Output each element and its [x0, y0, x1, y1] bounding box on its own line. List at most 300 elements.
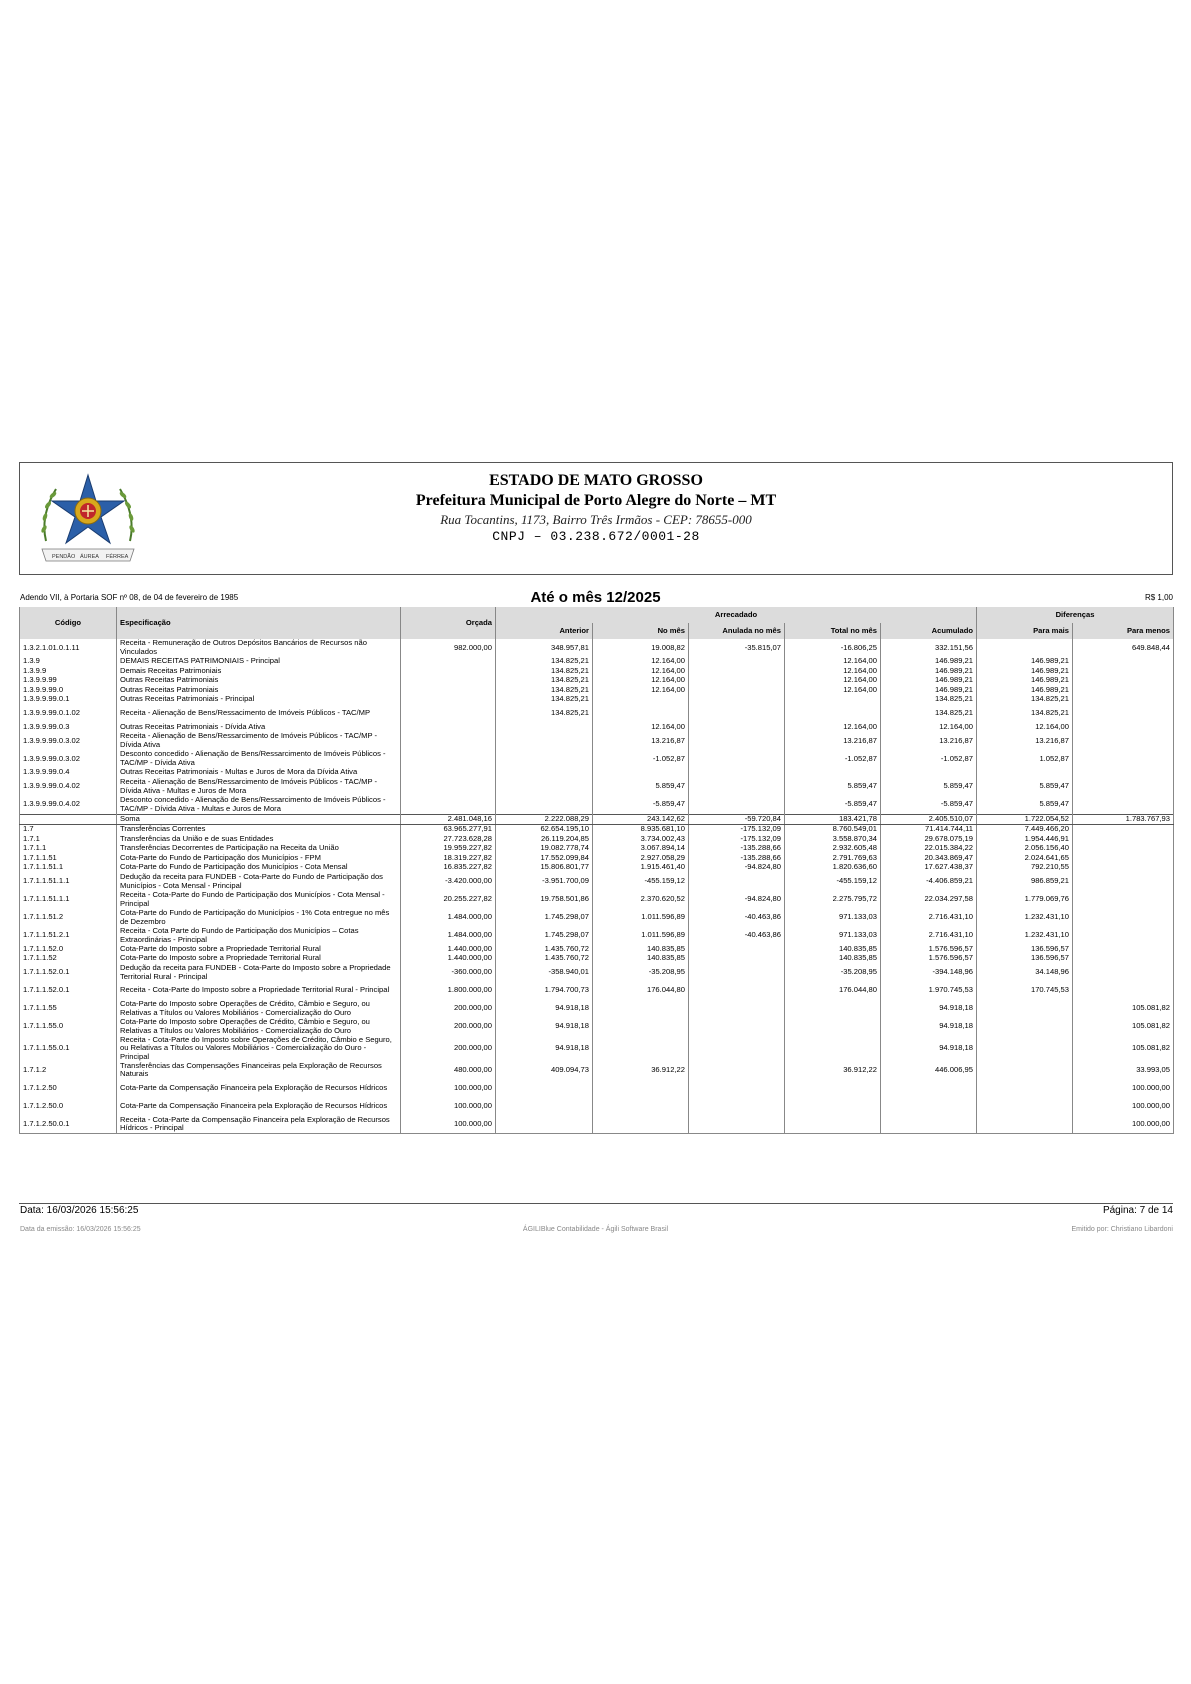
row-total-mes — [785, 1097, 881, 1115]
row-anulada: -40.463,86 — [689, 909, 785, 927]
row-orcada: 200.000,00 — [401, 1000, 496, 1018]
row-para-mais: 136.596,57 — [977, 945, 1073, 955]
row-orcada: 2.481.048,16 — [401, 814, 496, 825]
row-anterior: 15.806.801,77 — [496, 863, 593, 873]
row-no-mes: 3.734.002,43 — [593, 835, 689, 845]
row-anulada — [689, 732, 785, 750]
emitted-by: Emitido por: Christiano Libardoni — [1071, 1226, 1173, 1233]
row-para-menos: 100.000,00 — [1073, 1097, 1174, 1115]
row-para-menos — [1073, 695, 1174, 705]
row-spec: Demais Receitas Patrimoniais — [117, 667, 401, 677]
table-row — [20, 954, 1174, 964]
table-row — [20, 667, 1174, 677]
row-acumulado: 134.825,21 — [881, 705, 977, 723]
row-para-mais: 170.745,53 — [977, 982, 1073, 1000]
row-total-mes — [785, 1079, 881, 1097]
row-acumulado: 446.006,95 — [881, 1061, 977, 1079]
row-orcada: 100.000,00 — [401, 1097, 496, 1115]
row-code: 1.7.1.1 — [20, 844, 117, 854]
row-anulada: -94.824,80 — [689, 863, 785, 873]
row-orcada: 480.000,00 — [401, 1061, 496, 1079]
row-orcada — [401, 695, 496, 705]
row-anulada — [689, 750, 785, 768]
row-anulada — [689, 1115, 785, 1134]
row-acumulado: 22.034.297,58 — [881, 891, 977, 909]
row-code: 1.7.1.2.50 — [20, 1079, 117, 1097]
table-row — [20, 1018, 1174, 1036]
row-total-mes: 971.133,03 — [785, 909, 881, 927]
row-code: 1.7.1.1.51.1.1 — [20, 891, 117, 909]
row-anulada — [689, 686, 785, 696]
row-para-mais: 5.859,47 — [977, 778, 1073, 796]
col-anterior: Anterior — [496, 623, 593, 639]
row-orcada — [401, 723, 496, 733]
row-no-mes: 1.915.461,40 — [593, 863, 689, 873]
row-spec: Receita - Cota-Parte do Imposto sobre Operações de Crédito, Câmbio e Seguro, ou Relativas a Títulos ou Valores Mobiliários - Comercialização do Ouro - Principal — [117, 1036, 401, 1062]
row-code: 1.3.9.9.99.0.1 — [20, 695, 117, 705]
row-code: 1.3.9.9.99 — [20, 676, 117, 686]
table-row — [20, 1079, 1174, 1097]
row-anterior — [496, 768, 593, 778]
row-orcada: 63.965.277,91 — [401, 825, 496, 835]
row-para-menos — [1073, 778, 1174, 796]
row-anterior — [496, 1079, 593, 1097]
row-acumulado: 94.918,18 — [881, 1036, 977, 1062]
row-orcada: 1.800.000,00 — [401, 982, 496, 1000]
row-total-mes — [785, 1018, 881, 1036]
row-anterior: 94.918,18 — [496, 1036, 593, 1062]
row-no-mes: 12.164,00 — [593, 686, 689, 696]
row-total-mes — [785, 1115, 881, 1134]
row-para-menos — [1073, 854, 1174, 864]
table-row — [20, 873, 1174, 891]
legal-note: Adendo VII, à Portaria SOF nº 08, de 04 de fevereiro de 1985 — [20, 593, 239, 602]
row-para-menos — [1073, 732, 1174, 750]
row-anterior: 62.654.195,10 — [496, 825, 593, 835]
row-para-mais — [977, 1036, 1073, 1062]
row-code: 1.7.1.1.52.0.1 — [20, 982, 117, 1000]
table-row — [20, 676, 1174, 686]
table-row — [20, 1061, 1174, 1079]
row-code: 1.3.9.9.99.0.4 — [20, 768, 117, 778]
row-anterior: 94.918,18 — [496, 1018, 593, 1036]
col-group-diferencas: Diferenças — [977, 607, 1174, 623]
row-code: 1.7 — [20, 825, 117, 835]
table-row — [20, 750, 1174, 768]
row-acumulado: 1.970.745,53 — [881, 982, 977, 1000]
row-acumulado: 146.989,21 — [881, 686, 977, 696]
row-code: 1.3.9.9.99.0.4.02 — [20, 796, 117, 815]
page-number: Página: 7 de 14 — [1102, 1205, 1173, 1216]
row-para-mais: 1.052,87 — [977, 750, 1073, 768]
row-orcada — [401, 778, 496, 796]
row-code: 1.7.1.1.55.0.1 — [20, 1036, 117, 1062]
row-spec: Cota-Parte do Imposto sobre Operações de Crédito, Câmbio e Seguro, ou Relativas a Títulos ou Valores Mobiliários - Comercialização do Ouro — [117, 1000, 401, 1018]
row-total-mes — [785, 1000, 881, 1018]
row-anulada: -59.720,84 — [689, 814, 785, 825]
row-anterior: 134.825,21 — [496, 695, 593, 705]
row-code: 1.7.1.1.52.0 — [20, 945, 117, 955]
row-total-mes: -455.159,12 — [785, 873, 881, 891]
row-anulada — [689, 657, 785, 667]
row-orcada: 200.000,00 — [401, 1036, 496, 1062]
col-acumulado: Acumulado — [881, 623, 977, 639]
row-code: 1.3.9.9.99.0.3.02 — [20, 750, 117, 768]
row-orcada: 100.000,00 — [401, 1115, 496, 1134]
row-orcada: 982.000,00 — [401, 639, 496, 657]
row-orcada — [401, 750, 496, 768]
row-para-mais: 1.722.054,52 — [977, 814, 1073, 825]
row-no-mes: 5.859,47 — [593, 778, 689, 796]
row-code: 1.7.1.1.51.2 — [20, 909, 117, 927]
row-code: 1.7.1.1.55 — [20, 1000, 117, 1018]
row-code: 1.7.1.2.50.0.1 — [20, 1115, 117, 1134]
row-total-mes: 176.044,80 — [785, 982, 881, 1000]
row-spec: Outras Receitas Patrimoniais - Principal — [117, 695, 401, 705]
row-para-menos: 100.000,00 — [1073, 1079, 1174, 1097]
row-orcada: 1.484.000,00 — [401, 909, 496, 927]
row-spec: Receita - Cota-Parte do Imposto sobre a Propriedade Territorial Rural - Principal — [117, 982, 401, 1000]
row-code: 1.7.1.1.52 — [20, 954, 117, 964]
row-total-mes: 12.164,00 — [785, 657, 881, 667]
row-spec: Receita - Cota Parte do Fundo de Participação dos Municípios – Cotas Extraordinárias - Principal — [117, 927, 401, 945]
row-acumulado: 134.825,21 — [881, 695, 977, 705]
row-para-menos — [1073, 835, 1174, 845]
row-code — [20, 814, 117, 825]
row-spec: Cota-Parte do Imposto sobre a Propriedade Territorial Rural — [117, 945, 401, 955]
revenue-table — [19, 607, 1174, 1134]
row-orcada — [401, 667, 496, 677]
row-orcada: -3.420.000,00 — [401, 873, 496, 891]
row-anterior: 1.435.760,72 — [496, 954, 593, 964]
currency-unit: R$ 1,00 — [1144, 593, 1173, 602]
row-para-menos — [1073, 723, 1174, 733]
row-no-mes — [593, 1000, 689, 1018]
row-anulada — [689, 982, 785, 1000]
table-row — [20, 964, 1174, 982]
row-spec: Cota-Parte do Imposto sobre a Propriedade Territorial Rural — [117, 954, 401, 964]
row-no-mes: 1.011.596,89 — [593, 927, 689, 945]
table-row — [20, 863, 1174, 873]
col-para-menos: Para menos — [1073, 623, 1174, 639]
row-acumulado: 5.859,47 — [881, 778, 977, 796]
table-row — [20, 723, 1174, 733]
row-para-mais: 1.232.431,10 — [977, 909, 1073, 927]
row-spec: Receita - Cota-Parte do Fundo de Participação dos Municípios - Cota Mensal - Principal — [117, 891, 401, 909]
row-total-mes: 140.835,85 — [785, 954, 881, 964]
row-orcada: 16.835.227,82 — [401, 863, 496, 873]
row-no-mes — [593, 695, 689, 705]
row-spec: Outras Receitas Patrimoniais — [117, 676, 401, 686]
row-no-mes: 19.008,82 — [593, 639, 689, 657]
row-para-mais: 146.989,21 — [977, 686, 1073, 696]
row-spec: Cota-Parte da Compensação Financeira pela Exploração de Recursos Hídricos — [117, 1097, 401, 1115]
row-total-mes: 2.791.769,63 — [785, 854, 881, 864]
row-anulada — [689, 768, 785, 778]
row-anterior — [496, 1115, 593, 1134]
row-anterior: 134.825,21 — [496, 705, 593, 723]
row-total-mes: 13.216,87 — [785, 732, 881, 750]
row-para-menos — [1073, 705, 1174, 723]
row-anterior: 17.552.099,84 — [496, 854, 593, 864]
table-row — [20, 639, 1174, 657]
row-no-mes: 176.044,80 — [593, 982, 689, 1000]
row-para-menos — [1073, 982, 1174, 1000]
row-code: 1.3.9.9.99.0.4.02 — [20, 778, 117, 796]
row-acumulado — [881, 768, 977, 778]
row-anterior: 409.094,73 — [496, 1061, 593, 1079]
row-para-mais: 986.859,21 — [977, 873, 1073, 891]
row-para-mais — [977, 1079, 1073, 1097]
row-acumulado: -5.859,47 — [881, 796, 977, 815]
row-para-mais: 792.210,55 — [977, 863, 1073, 873]
row-para-menos — [1073, 954, 1174, 964]
row-acumulado: 71.414.744,11 — [881, 825, 977, 835]
row-spec: Transferências da União e de suas Entidades — [117, 835, 401, 845]
row-spec: Receita - Alienação de Bens/Ressarcimento de Imóveis Públicos - TAC/MP - Dívida Ativa — [117, 732, 401, 750]
emission-date: Data da emissão: 16/03/2026 15:56:25 — [20, 1226, 141, 1233]
row-spec: Outras Receitas Patrimoniais — [117, 686, 401, 696]
row-orcada: 1.440.000,00 — [401, 954, 496, 964]
row-acumulado: 94.918,18 — [881, 1000, 977, 1018]
table-row — [20, 835, 1174, 845]
row-no-mes: 8.935.681,10 — [593, 825, 689, 835]
row-acumulado — [881, 1097, 977, 1115]
row-para-menos — [1073, 825, 1174, 835]
row-total-mes: -16.806,25 — [785, 639, 881, 657]
row-total-mes: 12.164,00 — [785, 676, 881, 686]
row-anterior — [496, 778, 593, 796]
row-code: 1.3.9.9.99.0.1.02 — [20, 705, 117, 723]
row-anterior: 348.957,81 — [496, 639, 593, 657]
row-para-menos: 105.081,82 — [1073, 1000, 1174, 1018]
row-para-mais — [977, 1115, 1073, 1134]
row-anterior — [496, 1097, 593, 1115]
row-orcada: 200.000,00 — [401, 1018, 496, 1036]
row-total-mes: 1.820.636,60 — [785, 863, 881, 873]
row-acumulado: 22.015.384,22 — [881, 844, 977, 854]
row-para-menos — [1073, 750, 1174, 768]
row-anulada — [689, 667, 785, 677]
row-para-mais: 136.596,57 — [977, 954, 1073, 964]
row-anulada — [689, 1036, 785, 1062]
row-anulada — [689, 723, 785, 733]
row-total-mes — [785, 705, 881, 723]
row-spec: Cota-Parte do Imposto sobre Operações de Crédito, Câmbio e Seguro, ou Relativas a Títulos ou Valores Mobiliários - Comercialização do Ouro — [117, 1018, 401, 1036]
row-anulada — [689, 1097, 785, 1115]
row-anterior: 1.794.700,73 — [496, 982, 593, 1000]
row-total-mes: 140.835,85 — [785, 945, 881, 955]
row-code: 1.3.9 — [20, 657, 117, 667]
row-spec: Transferências das Compensações Financeiras pela Exploração de Recursos Naturais — [117, 1061, 401, 1079]
row-anulada — [689, 945, 785, 955]
col-no-mes: No mês — [593, 623, 689, 639]
row-no-mes: 140.835,85 — [593, 945, 689, 955]
row-code: 1.7.1 — [20, 835, 117, 845]
table-row — [20, 1036, 1174, 1062]
col-orcada: Orçada — [401, 607, 496, 639]
row-anterior: 1.745.298,07 — [496, 909, 593, 927]
row-para-mais: 13.216,87 — [977, 732, 1073, 750]
row-acumulado: -394.148,96 — [881, 964, 977, 982]
row-para-mais: 146.989,21 — [977, 676, 1073, 686]
row-anterior: 134.825,21 — [496, 676, 593, 686]
software-name: ÁGILIBlue Contabilidade - Ágili Software Brasil — [522, 1226, 669, 1233]
row-no-mes: 12.164,00 — [593, 676, 689, 686]
row-total-mes: 8.760.549,01 — [785, 825, 881, 835]
row-para-mais: 1.232.431,10 — [977, 927, 1073, 945]
row-no-mes — [593, 705, 689, 723]
table-row — [20, 927, 1174, 945]
row-spec: Desconto concedido - Alienação de Bens/Ressarcimento de Imóveis Públicos - TAC/MP - Dívida Ativa — [117, 750, 401, 768]
row-no-mes: 2.927.058,29 — [593, 854, 689, 864]
row-orcada — [401, 657, 496, 667]
row-para-menos — [1073, 964, 1174, 982]
row-code: 1.7.1.2 — [20, 1061, 117, 1079]
table-row — [20, 695, 1174, 705]
col-especificacao: Especificação — [117, 607, 401, 639]
row-orcada — [401, 768, 496, 778]
table-row — [20, 657, 1174, 667]
row-total-mes: 36.912,22 — [785, 1061, 881, 1079]
row-para-menos — [1073, 667, 1174, 677]
row-code: 1.7.1.1.51.1 — [20, 863, 117, 873]
row-code: 1.3.9.9.99.0.3.02 — [20, 732, 117, 750]
row-orcada — [401, 676, 496, 686]
row-anterior: 26.119.204,85 — [496, 835, 593, 845]
row-para-mais: 146.989,21 — [977, 667, 1073, 677]
row-total-mes: -5.859,47 — [785, 796, 881, 815]
row-orcada — [401, 705, 496, 723]
row-anterior — [496, 796, 593, 815]
row-orcada: -360.000,00 — [401, 964, 496, 982]
row-spec: Desconto concedido - Alienação de Bens/Ressarcimento de Imóveis Públicos - TAC/MP - Dívida Ativa - Multas e Juros de Mora — [117, 796, 401, 815]
row-spec: Outras Receitas Patrimoniais - Dívida Ativa — [117, 723, 401, 733]
row-total-mes: 5.859,47 — [785, 778, 881, 796]
row-acumulado: 2.716.431,10 — [881, 909, 977, 927]
row-para-menos — [1073, 873, 1174, 891]
row-anulada — [689, 873, 785, 891]
row-anulada: -35.815,07 — [689, 639, 785, 657]
table-row — [20, 854, 1174, 864]
row-total-mes: -1.052,87 — [785, 750, 881, 768]
table-row — [20, 1097, 1174, 1115]
row-acumulado: -4.406.859,21 — [881, 873, 977, 891]
row-code: 1.7.1.1.55.0 — [20, 1018, 117, 1036]
row-no-mes — [593, 1097, 689, 1115]
row-para-mais — [977, 1097, 1073, 1115]
row-anulada — [689, 796, 785, 815]
row-para-mais: 5.859,47 — [977, 796, 1073, 815]
row-orcada: 1.440.000,00 — [401, 945, 496, 955]
row-para-mais: 1.954.446,91 — [977, 835, 1073, 845]
cnpj: CNPJ – 03.238.672/0001-28 — [492, 529, 700, 544]
table-row — [20, 768, 1174, 778]
row-total-mes — [785, 768, 881, 778]
row-no-mes: 12.164,00 — [593, 667, 689, 677]
row-code: 1.3.9.9 — [20, 667, 117, 677]
col-group-arrecadado: Arrecadado — [496, 607, 977, 623]
row-spec: Receita - Alienação de Bens/Ressacimento de Imóveis Públicos - TAC/MP — [117, 705, 401, 723]
row-acumulado — [881, 1079, 977, 1097]
row-spec: Receita - Remuneração de Outros Depósitos Bancários de Recursos não Vinculados — [117, 639, 401, 657]
table-row — [20, 796, 1174, 815]
row-para-menos — [1073, 676, 1174, 686]
row-anterior: 1.745.298,07 — [496, 927, 593, 945]
row-anulada — [689, 954, 785, 964]
row-orcada: 100.000,00 — [401, 1079, 496, 1097]
row-no-mes — [593, 1036, 689, 1062]
row-anulada: -94.824,80 — [689, 891, 785, 909]
row-anterior: 1.435.760,72 — [496, 945, 593, 955]
row-total-mes: 2.932.605,48 — [785, 844, 881, 854]
row-no-mes: 243.142,62 — [593, 814, 689, 825]
row-anulada: -175.132,09 — [689, 825, 785, 835]
sum-row — [20, 814, 1174, 825]
row-spec: Transferências Correntes — [117, 825, 401, 835]
row-anterior — [496, 732, 593, 750]
table-row — [20, 825, 1174, 835]
row-para-mais: 134.825,21 — [977, 695, 1073, 705]
row-anterior — [496, 750, 593, 768]
state-name: ESTADO DE MATO GROSSO — [489, 472, 703, 489]
row-para-mais: 12.164,00 — [977, 723, 1073, 733]
row-spec: Soma — [117, 814, 401, 825]
row-para-mais — [977, 639, 1073, 657]
row-total-mes: 12.164,00 — [785, 667, 881, 677]
row-para-menos — [1073, 891, 1174, 909]
row-anterior: 19.082.778,74 — [496, 844, 593, 854]
row-code: 1.7.1.1.51.2.1 — [20, 927, 117, 945]
row-anterior: 134.825,21 — [496, 686, 593, 696]
row-spec: Receita - Cota-Parte da Compensação Financeira pela Exploração de Recursos Hídricos - Principal — [117, 1115, 401, 1134]
row-anulada — [689, 1061, 785, 1079]
row-para-mais: 7.449.466,20 — [977, 825, 1073, 835]
row-spec: DEMAIS RECEITAS PATRIMONIAIS - Principal — [117, 657, 401, 667]
row-acumulado: 146.989,21 — [881, 657, 977, 667]
row-anterior: 94.918,18 — [496, 1000, 593, 1018]
report-title: Até o mês 12/2025 — [530, 589, 661, 606]
table-row — [20, 686, 1174, 696]
row-anulada: -135.288,66 — [689, 844, 785, 854]
row-total-mes: -35.208,95 — [785, 964, 881, 982]
table-row — [20, 909, 1174, 927]
prefeitura-name: Prefeitura Municipal de Porto Alegre do Norte – MT — [415, 492, 777, 509]
row-para-menos: 33.993,05 — [1073, 1061, 1174, 1079]
row-acumulado: 2.716.431,10 — [881, 927, 977, 945]
row-anterior: 19.758.501,86 — [496, 891, 593, 909]
row-spec: Dedução da receita para FUNDEB - Cota-Parte do Imposto sobre a Propriedade Territorial Rural - Principal — [117, 964, 401, 982]
svg-text:ÁUREA: ÁUREA — [80, 554, 99, 560]
row-code: 1.7.1.1.52.0.1 — [20, 964, 117, 982]
row-anulada: -135.288,66 — [689, 854, 785, 864]
row-anulada — [689, 964, 785, 982]
row-no-mes — [593, 768, 689, 778]
row-para-menos — [1073, 863, 1174, 873]
table-row — [20, 1115, 1174, 1134]
row-code: 1.3.9.9.99.0 — [20, 686, 117, 696]
svg-text:PENDÃO: PENDÃO — [52, 554, 76, 560]
row-anulada: -40.463,86 — [689, 927, 785, 945]
row-orcada — [401, 796, 496, 815]
row-spec: Dedução da receita para FUNDEB - Cota-Parte do Fundo de Participação dos Municípios - Cota Mensal - Principal — [117, 873, 401, 891]
row-acumulado: 1.576.596,57 — [881, 954, 977, 964]
row-code: 1.7.1.2.50.0 — [20, 1097, 117, 1115]
row-no-mes: 13.216,87 — [593, 732, 689, 750]
row-para-menos: 100.000,00 — [1073, 1115, 1174, 1134]
row-orcada — [401, 732, 496, 750]
row-para-menos — [1073, 909, 1174, 927]
